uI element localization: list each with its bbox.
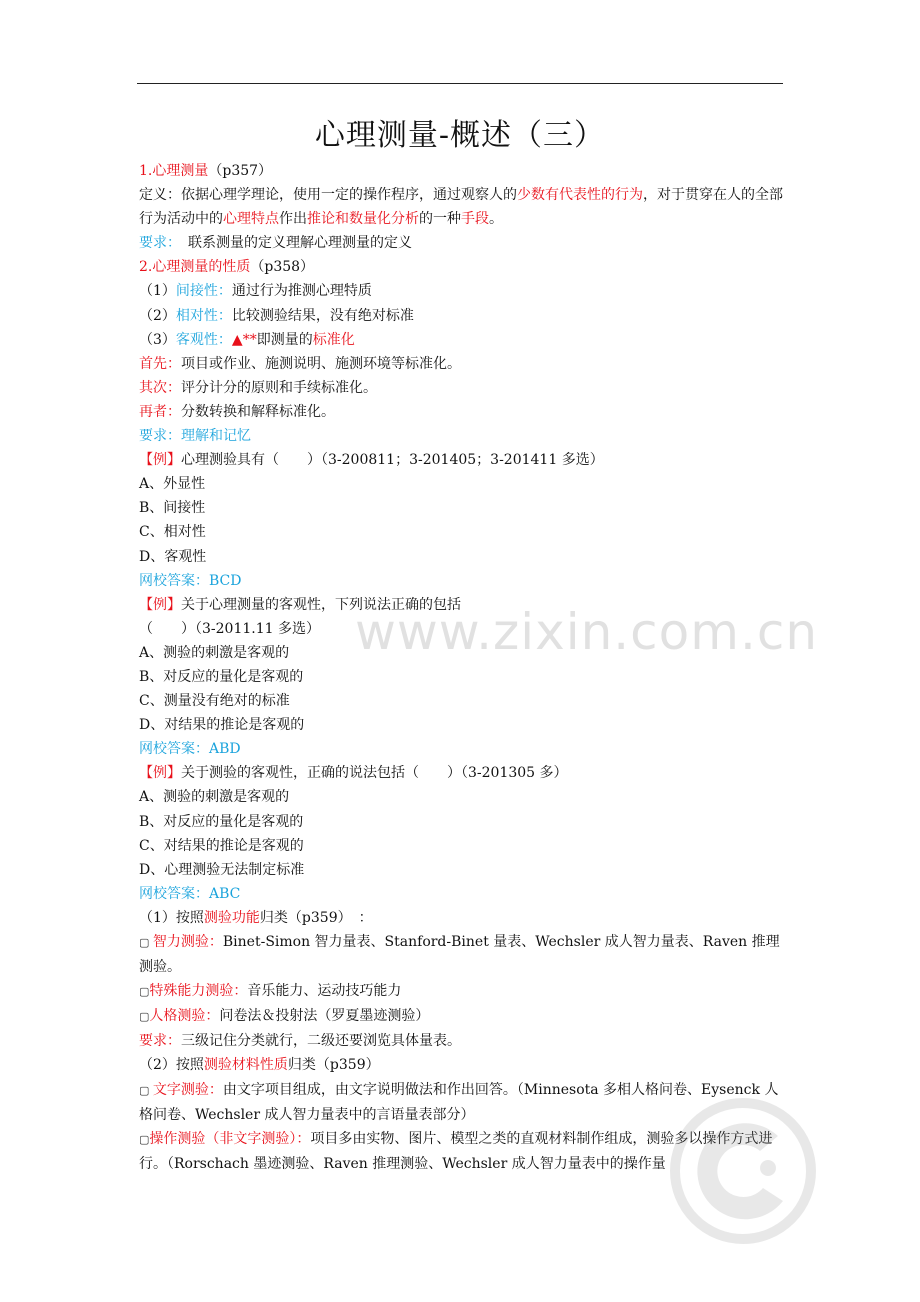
text-segment: A、测验的刺激是客观的	[139, 789, 290, 806]
checkbox-glyph-icon: ▢	[139, 1132, 150, 1146]
text-line	[139, 328, 784, 352]
text-line	[139, 882, 784, 906]
text-line	[139, 424, 784, 448]
text-segment: 标准化	[312, 331, 355, 348]
text-segment: 测验材料性质	[203, 1057, 288, 1074]
text-segment: （ ）（3-2011.11 多选）	[139, 620, 320, 637]
text-line	[139, 930, 784, 979]
text-segment: 由文字项目组成，由文字说明做法和作出回答。（Minnesota 多相人格问卷、Eysenck 人格问卷、Wechsler 成人智力量表中的言语量表部分）	[139, 1081, 779, 1123]
checkbox-glyph-icon: ▢	[139, 936, 153, 949]
text-segment: B、间接性	[139, 500, 206, 517]
text-segment: Binet-Simon 智力量表、Stanford-Binet 量表、Wechsler 成人智力量表、Raven 推理测验。	[139, 934, 780, 976]
text-segment: （p358）	[250, 259, 315, 276]
page-title: 心理测量-概述（三）	[314, 118, 606, 153]
text-segment: 再者：	[139, 403, 181, 420]
text-segment: 评分计分的原则和手续标准化。	[181, 379, 377, 396]
text-segment: A、外显性	[139, 476, 206, 493]
text-line	[139, 858, 784, 882]
text-line	[139, 569, 784, 593]
text-segment: 关于心理测量的客观性，下列说法正确的包括	[181, 596, 461, 613]
text-segment: D、对结果的推论是客观的	[139, 717, 305, 734]
text-segment: （1）	[139, 283, 176, 300]
text-line	[139, 159, 784, 183]
text-segment: C、相对性	[139, 524, 206, 541]
text-segment: 1.心理测量	[139, 163, 209, 179]
text-segment: 推论和数量化分析	[307, 211, 419, 228]
text-line	[139, 279, 784, 303]
text-segment: 心理特点	[223, 211, 279, 228]
text-segment: 项目多由实物、图片、模型之类的直观材料制作组成，测验多以操作方式进行。（Rorschach 墨迹测验、Raven 推理测验、Wechsler 成人智力量表中的操作量	[139, 1130, 773, 1172]
text-line	[139, 689, 784, 713]
text-segment: 【例】	[139, 452, 181, 469]
text-line	[139, 1053, 784, 1077]
text-segment: 【例】	[139, 596, 181, 613]
text-segment: 2.心理测量的性质	[139, 259, 251, 276]
text-segment: 的一种	[419, 211, 461, 228]
text-segment: 智力测验：	[152, 934, 223, 950]
text-segment: 作出	[279, 211, 307, 228]
text-segment: 其次：	[139, 379, 181, 396]
text-segment: （3）	[139, 331, 176, 348]
text-line	[139, 713, 784, 737]
text-line	[139, 400, 784, 424]
text-line	[139, 231, 784, 255]
checkbox-glyph-icon: ▢	[139, 1010, 150, 1024]
text-segment: 即测量的	[256, 331, 313, 348]
text-segment: 手段	[461, 211, 489, 228]
text-line	[139, 1029, 784, 1053]
text-line	[139, 737, 784, 761]
text-segment: 问卷法＆投射法（罗夏墨迹测验）	[219, 1008, 430, 1025]
text-segment: 【例】	[139, 765, 181, 782]
text-segment: ▲**	[231, 331, 257, 348]
text-segment: 网校答案：ABC	[139, 885, 241, 902]
text-segment: 人格测验：	[149, 1008, 220, 1025]
text-segment: A、测验的刺激是客观的	[139, 644, 290, 661]
text-segment: 关于测验的客观性，正确的说法包括（ ）（3-201305 多）	[181, 765, 568, 782]
text-segment: B、对反应的量化是客观的	[139, 668, 304, 685]
text-segment: 文字测验：	[152, 1081, 223, 1098]
header-rule	[137, 83, 783, 84]
text-segment: 要求：理解和记忆	[139, 428, 251, 445]
watermark-text: www.zixin.com.cn	[355, 603, 819, 661]
text-segment: 相对性：	[175, 307, 232, 324]
text-line	[139, 448, 784, 472]
text-segment: ，对于贯穿在人的全部行为活动中的	[139, 187, 783, 228]
text-line	[139, 906, 784, 930]
text-segment: 心理测验具有（ ）（3-200811；3-201405；3-201411 多选）	[181, 452, 604, 469]
text-line	[139, 183, 784, 231]
text-segment: 要求：	[139, 235, 174, 252]
text-segment: C、测量没有绝对的标准	[139, 693, 290, 710]
document-body	[139, 159, 784, 1176]
text-line	[139, 545, 784, 569]
text-segment: 比较测验结果，没有绝对标准	[231, 307, 414, 324]
text-segment: 分数转换和解释标准化。	[181, 403, 335, 420]
text-segment: （2）	[139, 307, 176, 324]
text-segment: 特殊能力测验：	[149, 983, 248, 1000]
text-line	[139, 304, 784, 328]
text-line	[139, 785, 784, 809]
text-segment: 音乐能力、运动技巧能力	[247, 983, 402, 1000]
text-segment: 要求：	[139, 1033, 181, 1050]
text-line	[139, 255, 784, 279]
text-line	[139, 352, 784, 376]
text-segment: 测验功能	[203, 909, 260, 926]
text-line	[139, 496, 784, 520]
text-line	[139, 520, 784, 544]
text-segment: 网校答案：BCD	[139, 572, 242, 589]
text-line	[139, 979, 784, 1004]
checkbox-glyph-icon: ▢	[139, 985, 150, 999]
text-segment: 首先：	[139, 355, 181, 372]
text-segment: 项目或作业、施测说明、施测环境等标准化。	[181, 355, 461, 372]
text-line	[139, 761, 784, 785]
text-segment: D、心理测验无法制定标准	[139, 861, 305, 878]
text-line	[139, 472, 784, 496]
text-segment: 三级记住分类就行，二级还要浏览具体量表。	[181, 1033, 461, 1050]
text-line	[139, 665, 784, 689]
text-segment: 网校答案：ABD	[139, 741, 241, 758]
text-line	[139, 1004, 784, 1029]
text-segment: 定义：依据心理学理论，使用一定的操作程序，通过观察人的	[139, 187, 517, 204]
text-segment: 归类（p359） ：	[259, 909, 373, 926]
text-segment: （p357）	[208, 163, 273, 179]
text-segment: B、对反应的量化是客观的	[139, 813, 304, 830]
text-line	[139, 810, 784, 834]
text-segment: （2）按照	[139, 1057, 204, 1074]
text-segment: 间接性：	[175, 283, 232, 300]
text-segment: （1）按照	[139, 909, 204, 926]
text-segment: 通过行为推测心理特质	[231, 283, 372, 300]
text-segment: 联系测量的定义理解心理测量的定义	[174, 235, 412, 252]
text-segment: 归类（p359）	[287, 1057, 380, 1074]
text-segment: 。	[489, 211, 503, 228]
text-segment: 少数有代表性的行为	[517, 187, 643, 204]
checkbox-glyph-icon: ▢	[139, 1083, 153, 1097]
text-segment: 操作测验（非文字测验）：	[149, 1130, 311, 1147]
text-line	[139, 376, 784, 400]
text-segment: 客观性：	[175, 331, 232, 348]
text-segment: C、对结果的推论是客观的	[139, 837, 304, 854]
logo-watermark-icon	[668, 1096, 818, 1246]
text-line	[139, 834, 784, 858]
text-segment: D、客观性	[139, 548, 207, 565]
